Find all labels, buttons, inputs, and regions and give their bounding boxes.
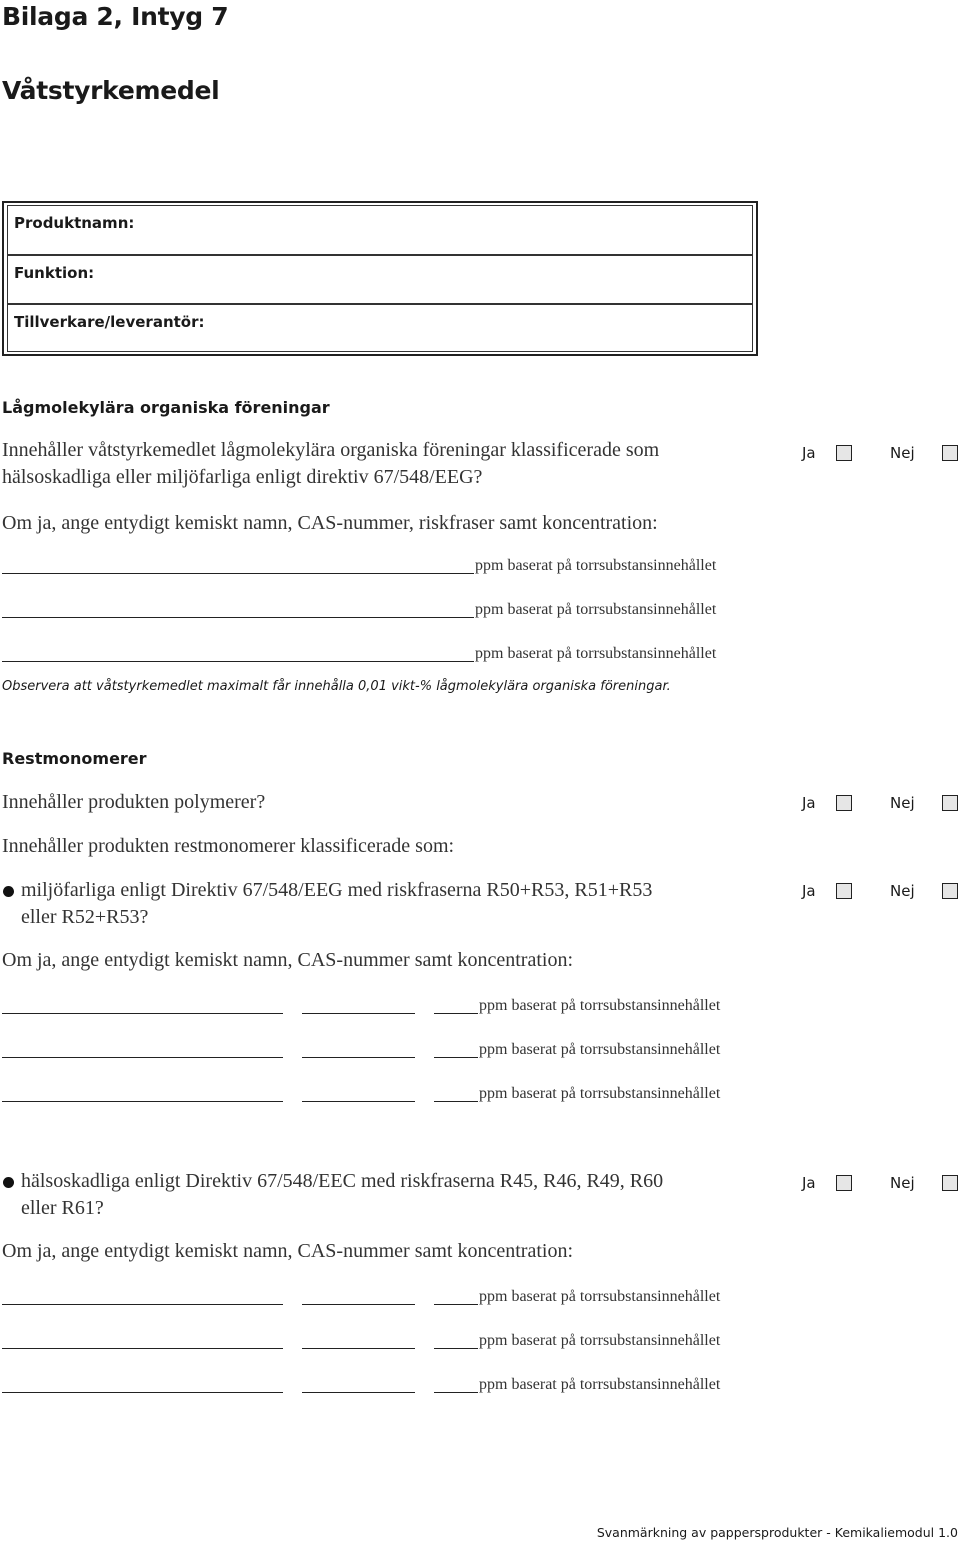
yes-label: Ja: [802, 444, 816, 462]
name-answer-line[interactable]: [2, 1392, 283, 1393]
yes-checkbox[interactable]: [836, 795, 852, 811]
cas-answer-line[interactable]: [302, 1057, 415, 1058]
ppm-label: ppm baserat på torrsubstansinnehållet: [475, 557, 717, 574]
cas-answer-line[interactable]: [302, 1101, 415, 1102]
product-name-field[interactable]: [7, 205, 753, 255]
yes-label: Ja: [802, 1174, 816, 1192]
footer-text: Svanmärkning av pappersprodukter - Kemikaliemodul 1.0: [596, 1525, 958, 1540]
ppm-label: ppm baserat på torrsubstansinnehållet: [475, 645, 717, 662]
question-health-hazard-line2: eller R61?: [21, 1197, 104, 1219]
no-checkbox[interactable]: [942, 445, 958, 461]
no-checkbox[interactable]: [942, 883, 958, 899]
answer-line[interactable]: [2, 573, 474, 574]
yes-checkbox[interactable]: [836, 1175, 852, 1191]
ppm-label: ppm baserat på torrsubstansinnehållet: [479, 1085, 721, 1102]
ppm-label: ppm baserat på torrsubstansinnehållet: [479, 1288, 721, 1305]
answer-line[interactable]: [2, 661, 474, 662]
ppm-label: ppm baserat på torrsubstansinnehållet: [475, 601, 717, 618]
concentration-answer-line[interactable]: [434, 1392, 478, 1393]
concentration-answer-line[interactable]: [434, 1101, 478, 1102]
question-polymers: Innehåller produkten polymerer?: [2, 791, 266, 813]
page-title: Bilaga 2, Intyg 7: [2, 2, 229, 31]
instruction-env-hazard: Om ja, ange entydigt kemiskt namn, CAS-nummer samt koncentration:: [2, 949, 574, 971]
concentration-answer-line[interactable]: [434, 1348, 478, 1349]
function-field[interactable]: [7, 255, 753, 304]
product-name-label: Produktnamn:: [14, 214, 135, 232]
no-checkbox[interactable]: [942, 1175, 958, 1191]
name-answer-line[interactable]: [2, 1057, 283, 1058]
cas-answer-line[interactable]: [302, 1013, 415, 1014]
no-label: Nej: [890, 1174, 915, 1192]
concentration-answer-line[interactable]: [434, 1304, 478, 1305]
ppm-label: ppm baserat på torrsubstansinnehållet: [479, 1376, 721, 1393]
question-restmonomers: Innehåller produkten restmonomerer klassificerade som:: [2, 835, 455, 857]
name-answer-line[interactable]: [2, 1348, 283, 1349]
manufacturer-field[interactable]: [7, 304, 753, 352]
manufacturer-label: Tillverkare/leverantör:: [14, 313, 205, 331]
yes-checkbox[interactable]: [836, 883, 852, 899]
bullet-icon: [3, 886, 14, 897]
bullet-icon: [3, 1177, 14, 1188]
yes-checkbox[interactable]: [836, 445, 852, 461]
question-health-hazard-line1: hälsoskadliga enligt Direktiv 67/548/EEC med riskfraserna R45, R46, R49, R60: [21, 1170, 664, 1192]
question-low-molecular-line1: Innehåller våtstyrkemedlet lågmolekylära organiska föreningar klassificerade som: [2, 439, 660, 461]
instruction-low-molecular: Om ja, ange entydigt kemiskt namn, CAS-nummer, riskfraser samt koncentration:: [2, 512, 658, 534]
cas-answer-line[interactable]: [302, 1392, 415, 1393]
no-checkbox[interactable]: [942, 795, 958, 811]
function-label: Funktion:: [14, 264, 95, 282]
no-label: Nej: [890, 444, 915, 462]
name-answer-line[interactable]: [2, 1304, 283, 1305]
yes-label: Ja: [802, 794, 816, 812]
no-label: Nej: [890, 794, 915, 812]
cas-answer-line[interactable]: [302, 1304, 415, 1305]
no-label: Nej: [890, 882, 915, 900]
question-env-hazard-line1: miljöfarliga enligt Direktiv 67/548/EEG med riskfraserna R50+R53, R51+R53: [21, 879, 653, 901]
note-max-content: Observera att våtstyrkemedlet maximalt får innehålla 0,01 vikt-% lågmolekylära organiska föreningar.: [2, 679, 671, 694]
ppm-label: ppm baserat på torrsubstansinnehållet: [479, 997, 721, 1014]
ppm-label: ppm baserat på torrsubstansinnehållet: [479, 1332, 721, 1349]
yes-label: Ja: [802, 882, 816, 900]
question-low-molecular-line2: hälsoskadliga eller miljöfarliga enligt direktiv 67/548/EEG?: [2, 466, 483, 488]
concentration-answer-line[interactable]: [434, 1013, 478, 1014]
product-info-table: [2, 201, 758, 356]
answer-line[interactable]: [2, 617, 474, 618]
instruction-health-hazard: Om ja, ange entydigt kemiskt namn, CAS-nummer samt koncentration:: [2, 1240, 574, 1262]
ppm-label: ppm baserat på torrsubstansinnehållet: [479, 1041, 721, 1058]
concentration-answer-line[interactable]: [434, 1057, 478, 1058]
name-answer-line[interactable]: [2, 1101, 283, 1102]
page-subtitle: Våtstyrkemedel: [2, 76, 220, 105]
section-heading-low-molecular: Lågmolekylära organiska föreningar: [2, 398, 330, 417]
section-heading-restmonomers: Restmonomerer: [2, 749, 147, 768]
name-answer-line[interactable]: [2, 1013, 283, 1014]
question-env-hazard-line2: eller R52+R53?: [21, 906, 149, 928]
cas-answer-line[interactable]: [302, 1348, 415, 1349]
